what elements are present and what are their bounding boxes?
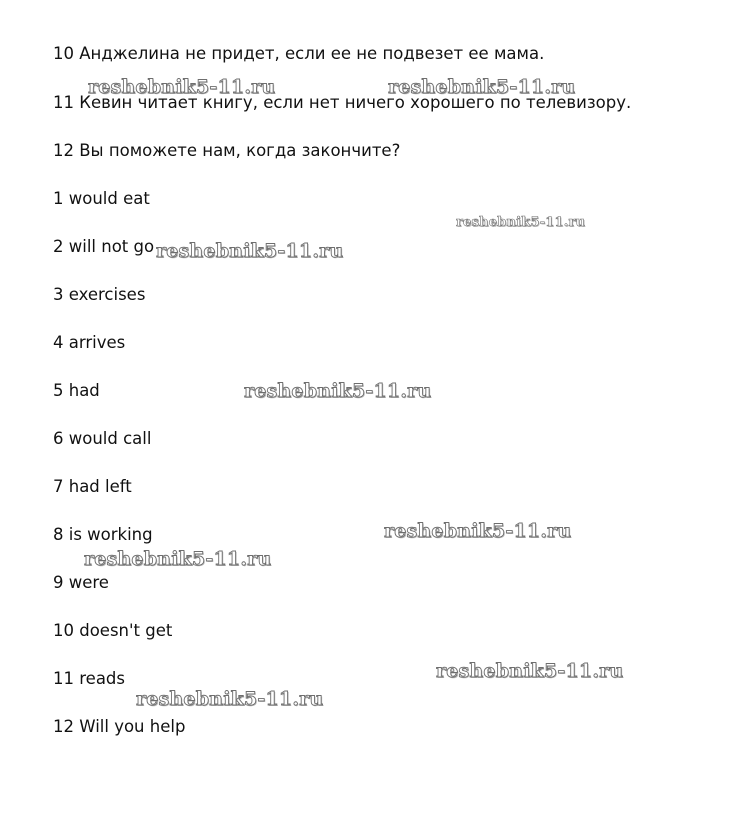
watermark: reshebnik5-11.ru — [88, 76, 276, 98]
answer-line: 3 exercises — [53, 285, 146, 304]
answer-line: 12 Will you help — [53, 717, 186, 736]
watermark: reshebnik5-11.ru — [436, 660, 624, 682]
answer-line: 9 were — [53, 573, 109, 592]
answer-line: 2 will not go — [53, 237, 155, 256]
answer-line: 8 is working — [53, 525, 153, 544]
watermark: reshebnik5-11.ru — [388, 76, 576, 98]
answer-line: 10 doesn't get — [53, 621, 173, 640]
watermark: reshebnik5-11.ru — [136, 688, 324, 710]
answer-line: 6 would call — [53, 429, 152, 448]
translation-line: 10 Анджелина не придет, если ее не подвезет ее мама. — [53, 44, 545, 63]
translation-line: 12 Вы поможете нам, когда закончите? — [53, 141, 401, 160]
translation-line: 11 Кевин читает книгу, если нет ничего хорошего по телевизору. — [53, 93, 632, 112]
answer-line: 5 had — [53, 381, 100, 400]
answer-line: 7 had left — [53, 477, 132, 496]
watermark: reshebnik5-11.ru — [156, 240, 344, 262]
answer-line: 4 arrives — [53, 333, 126, 352]
watermark: reshebnik5-11.ru — [384, 520, 572, 542]
watermark: reshebnik5-11.ru — [456, 215, 586, 230]
answer-line: 1 would eat — [53, 189, 150, 208]
watermark: reshebnik5-11.ru — [84, 548, 272, 570]
watermark: reshebnik5-11.ru — [244, 380, 432, 402]
answer-line: 11 reads — [53, 669, 125, 688]
